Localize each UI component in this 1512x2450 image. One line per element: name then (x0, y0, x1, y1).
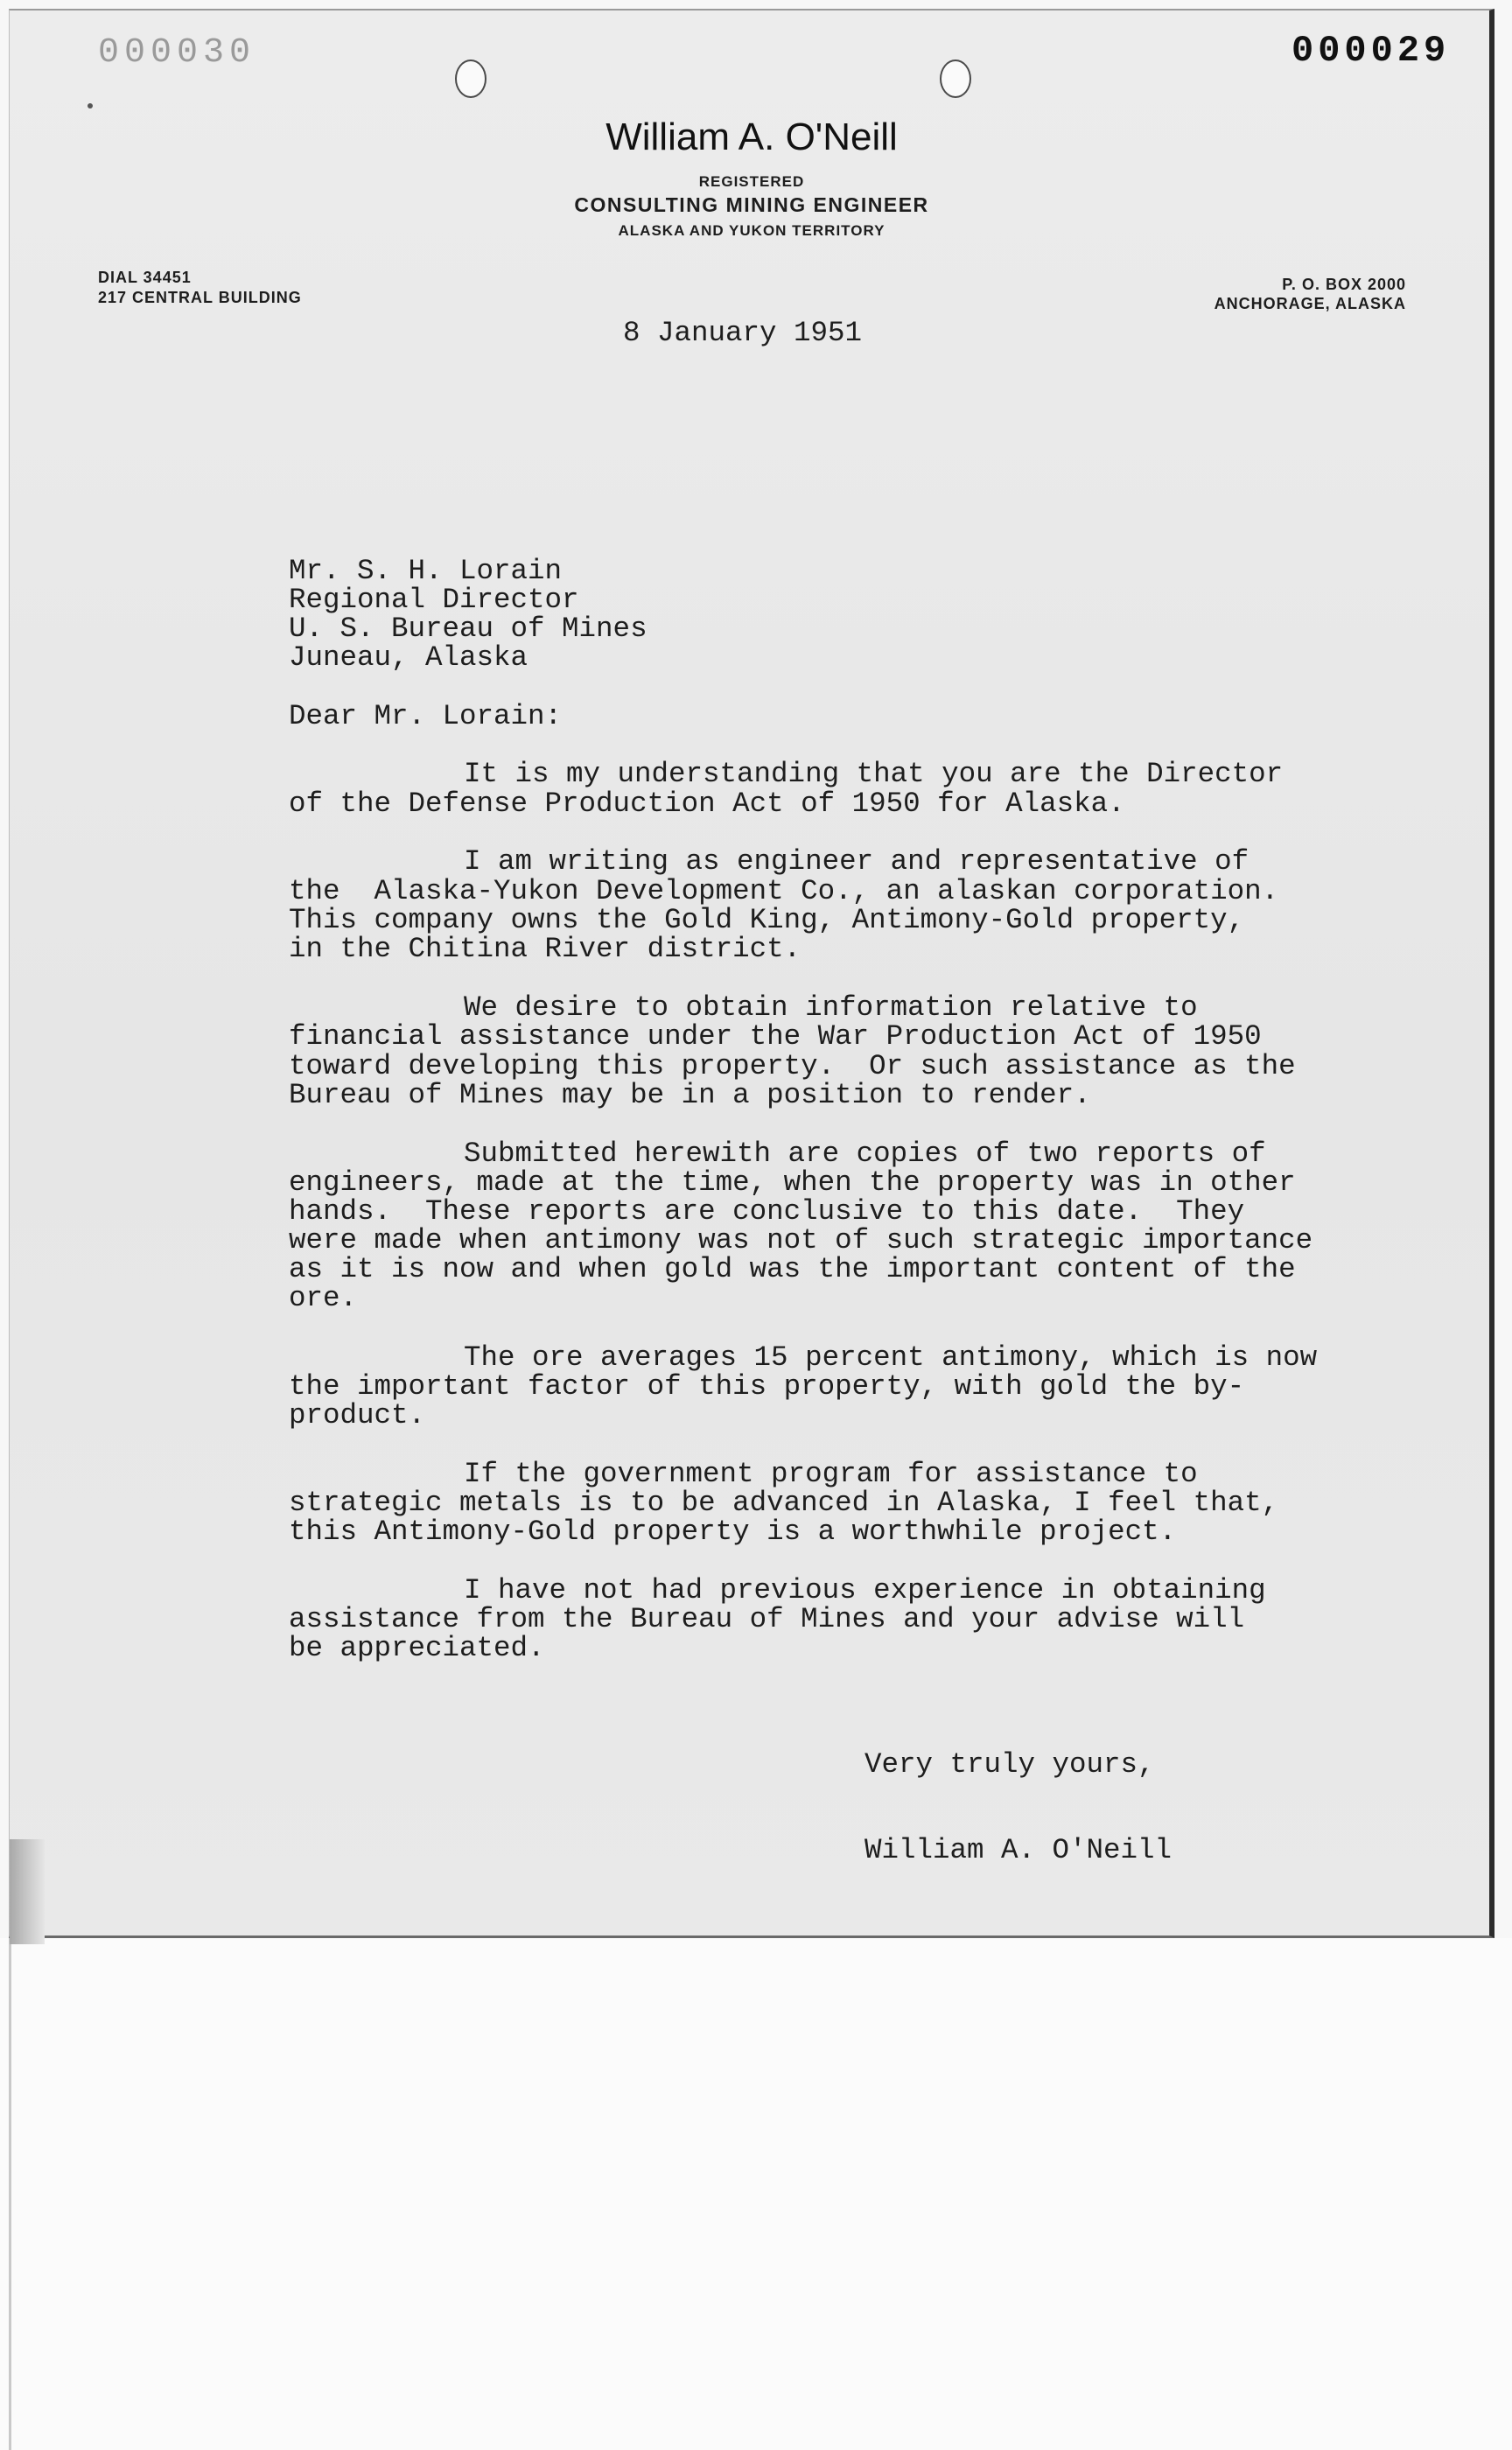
letterhead-city: ANCHORAGE, ALASKA (1214, 295, 1406, 312)
body-line: the Alaska-Yukon Development Co., an alaskan corporation. (289, 875, 1279, 907)
letterhead-po-box: P. O. BOX 2000 (1282, 276, 1406, 293)
body-line: of the Defense Production Act of 1950 for Alaska. (289, 788, 1125, 820)
letterhead-profession: CONSULTING MINING ENGINEER (574, 193, 929, 216)
letterhead-registered: REGISTERED (698, 173, 805, 190)
body-line: financial assistance under the War Production Act of 1950 (289, 1020, 1262, 1053)
page-edge (9, 1938, 11, 2450)
body-line: I am writing as engineer and representative of (464, 845, 1250, 878)
body-line: this Antimony-Gold property is a worthwhile project. (289, 1516, 1177, 1548)
body-line: product. (289, 1399, 426, 1432)
recipient-line: Regional Director (289, 584, 579, 616)
closing: Very truly yours, (864, 1748, 1155, 1781)
body-line: strategic metals is to be advanced in Alaska, I feel that, (289, 1487, 1279, 1519)
salutation: Dear Mr. Lorain: (289, 700, 563, 732)
recipient-line: Mr. S. H. Lorain (289, 555, 563, 587)
body-line: in the Chitina River district. (289, 933, 802, 965)
body-line: Submitted herewith are copies of two reports of (464, 1138, 1266, 1170)
body-line: Bureau of Mines may be in a position to render. (289, 1079, 1091, 1111)
letterhead-territory: ALASKA AND YUKON TERRITORY (618, 222, 886, 239)
body-line: I have not had previous experience in obtaining (464, 1574, 1266, 1606)
punch-hole-right (940, 60, 971, 98)
sheet-curl-shadow (10, 1839, 45, 1944)
page-stamp-number: 000029 (1292, 30, 1451, 72)
letterhead-phone: DIAL 34451 (98, 269, 192, 286)
body-line: We desire to obtain information relative to (464, 991, 1198, 1024)
punch-hole-left (455, 60, 486, 98)
signature-typed-name: William A. O'Neill (864, 1834, 1172, 1866)
body-line: toward developing this property. Or such assistance as the (289, 1050, 1296, 1082)
recipient-line: Juneau, Alaska (289, 641, 528, 674)
faded-stamp-number: 000030 (98, 33, 256, 73)
body-line: It is my understanding that you are the Director (464, 758, 1284, 790)
body-line: ore. (289, 1282, 358, 1314)
body-line: This company owns the Gold King, Antimony-Gold property, (289, 904, 1245, 936)
letter-date: 8 January 1951 (623, 317, 863, 349)
body-line: The ore averages 15 percent antimony, which is now (464, 1341, 1318, 1374)
recipient-line: U. S. Bureau of Mines (289, 612, 648, 645)
page-background (0, 1938, 1512, 2450)
body-line: assistance from the Bureau of Mines and your advise will (289, 1603, 1245, 1635)
letterhead-office: 217 CENTRAL BUILDING (98, 289, 302, 306)
ink-speck (88, 103, 93, 108)
body-line: be appreciated. (289, 1632, 545, 1664)
body-line: engineers, made at the time, when the property was in other (289, 1166, 1296, 1199)
body-line: If the government program for assistance to (464, 1458, 1198, 1490)
body-line: hands. These reports are conclusive to this date. They (289, 1195, 1245, 1228)
body-line: the important factor of this property, with gold the by- (289, 1370, 1245, 1403)
body-line: as it is now and when gold was the important content of the (289, 1253, 1296, 1285)
letterhead-name: William A. O'Neill (606, 116, 898, 158)
body-line: were made when antimony was not of such strategic importance (289, 1224, 1313, 1256)
